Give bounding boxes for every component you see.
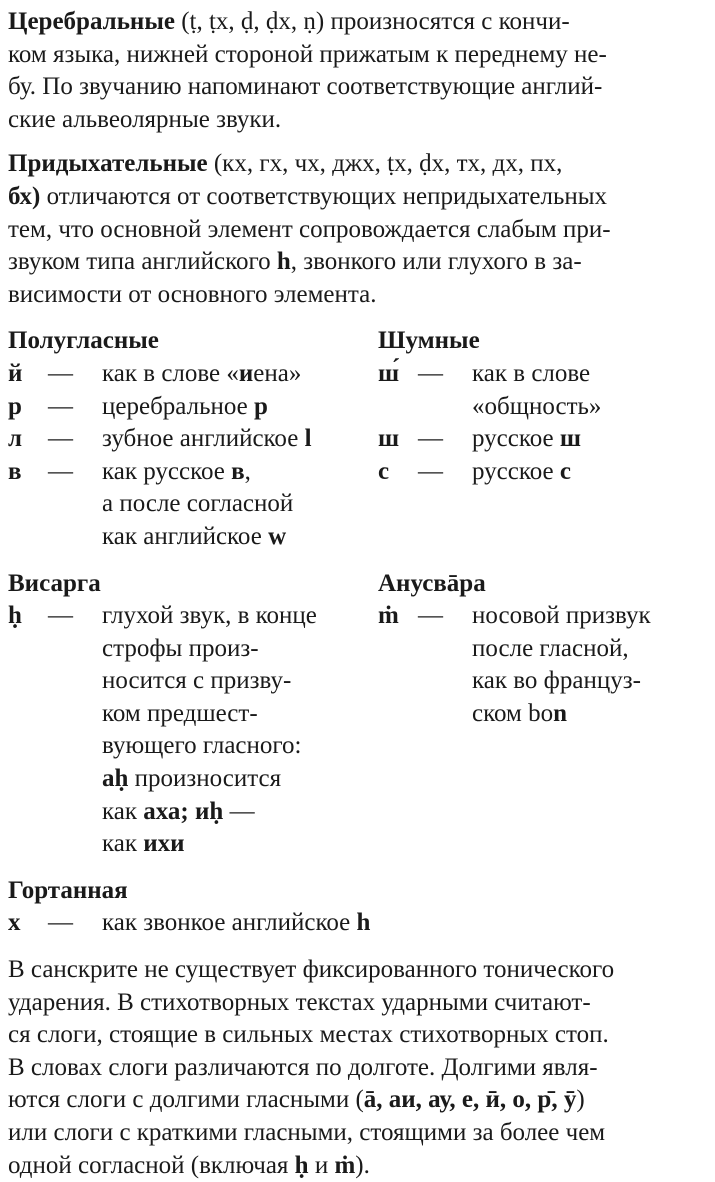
dash: —: [48, 392, 73, 420]
dash: —: [418, 602, 443, 630]
dash: —: [48, 457, 73, 485]
text: В словах слоги различаются по долготе. Долгими явля-: [8, 1053, 598, 1081]
text: или слоги с краткими гласными, стоящими за более чем: [8, 1119, 606, 1146]
text: как английское: [102, 522, 269, 550]
text: иḥ: [195, 797, 224, 825]
semivowels-title: Полугласные: [8, 327, 159, 355]
guttural-block: [8, 875, 707, 940]
continuation: носится с призву-: [102, 667, 292, 695]
symbol: в: [8, 457, 22, 485]
text: h: [356, 909, 371, 937]
continuation: [8, 796, 378, 829]
symbol: х: [8, 909, 21, 937]
noisy-block: [378, 325, 707, 553]
definition: носовой призвук: [472, 602, 651, 630]
guttural-entry: [8, 907, 707, 940]
symbol: р: [8, 392, 22, 420]
paragraph-stress: [8, 954, 707, 1182]
semivowel-entry: [8, 358, 378, 391]
symbol: ш: [378, 425, 400, 453]
text: как русское: [102, 457, 232, 485]
symbol: ṁ: [378, 602, 399, 630]
text: в: [231, 457, 245, 485]
semivowel-entry: [8, 456, 378, 489]
dash: —: [48, 602, 73, 630]
text: церебральное: [102, 392, 255, 420]
symbol: л: [8, 425, 23, 453]
text: с: [559, 457, 571, 485]
definition: [102, 907, 707, 940]
text: ударения. В стихотворных текстах ударными считают-: [8, 988, 591, 1016]
text: аḥ: [102, 765, 129, 793]
dash: —: [48, 425, 73, 453]
text: w: [268, 522, 287, 550]
term-aspirated: Придыхательные: [8, 150, 208, 178]
continuation: «общность»: [472, 392, 602, 420]
semivowel-entry: [8, 423, 378, 456]
text: русское: [472, 457, 560, 485]
text: и: [308, 1151, 335, 1179]
dash: —: [48, 909, 73, 937]
continuation: [8, 521, 378, 554]
text: ются слоги с долгими гласными (: [8, 1086, 364, 1114]
text: русское: [472, 425, 560, 453]
text: ена»: [253, 359, 302, 387]
text: как: [102, 830, 144, 858]
text: n: [553, 699, 567, 727]
text: звуком типа английского: [8, 248, 277, 276]
dash: —: [48, 359, 73, 387]
dash: —: [418, 359, 443, 387]
text: зубное английское: [102, 425, 305, 453]
continuation: вующего гласного:: [102, 732, 302, 760]
text: ком языка, нижней стороной прижатым к переднему не-: [8, 40, 607, 68]
noisy-entry: [378, 423, 707, 456]
continuation: строфы произ-: [102, 634, 259, 662]
dash: —: [418, 425, 443, 453]
continuation: ком предшест-: [102, 699, 258, 727]
symbol: с: [378, 457, 390, 485]
noisy-entry: [378, 358, 707, 391]
anusvara-entry: [378, 600, 707, 633]
section-visarga-anusvara: [8, 568, 707, 861]
text: бх): [8, 182, 41, 210]
guttural-title: Гортанная: [8, 876, 128, 904]
text: ,: [244, 457, 251, 485]
visarga-block: [8, 568, 378, 861]
definition: [472, 456, 707, 489]
text: В санскрите не существует фиксированного тонического: [8, 956, 615, 984]
text: —: [223, 797, 255, 825]
text: как звонкое английское: [102, 909, 357, 937]
noisy-title: Шумные: [378, 327, 480, 355]
text: ): [576, 1086, 585, 1114]
semivowel-entry: [8, 391, 378, 424]
text: , звонкого или глухого в за-: [290, 248, 582, 276]
section-semivowels-noisy: [8, 325, 707, 553]
symbol: ш́: [378, 359, 400, 387]
anusvara-title: Анусвāра: [378, 569, 486, 597]
visarga-title: Висарга: [8, 569, 101, 597]
text: как в слове «: [102, 359, 239, 387]
text: l: [304, 425, 312, 453]
term-cerebral: Церебральные: [8, 8, 175, 35]
text: ṁ: [334, 1151, 356, 1179]
text: отличаются от соответствующих непридыхательных: [40, 182, 608, 210]
definition: [472, 423, 707, 456]
definition: [102, 358, 378, 391]
text: и: [238, 359, 254, 387]
symbol: ḥ: [8, 602, 22, 630]
continuation: после гласной,: [472, 634, 629, 662]
continuation: а после согласной: [102, 490, 294, 518]
paragraph-cerebral: [8, 6, 707, 136]
text: ḥ: [294, 1151, 309, 1179]
definition: [102, 456, 378, 489]
text: (кх, гх, чх, джх, ṭх, ḍх, тх, дх, пх,: [207, 150, 563, 178]
text: тем, что основной элемент сопровождается слабым при-: [8, 215, 611, 243]
noisy-entry: [378, 456, 707, 489]
text: как: [102, 797, 144, 825]
definition: глухой звук, в конце: [102, 602, 317, 630]
text: произносится: [128, 765, 282, 793]
text: р: [254, 392, 268, 420]
text: аха;: [143, 797, 189, 825]
definition: [102, 391, 378, 424]
text: ).: [355, 1151, 370, 1179]
continuation: [8, 828, 378, 861]
dash: —: [418, 457, 443, 485]
text: ском bo: [472, 699, 554, 727]
continuation: [8, 763, 378, 796]
definition: как в слове: [472, 359, 591, 387]
paragraph-aspirated: [8, 148, 707, 311]
definition: [102, 423, 378, 456]
text: ские альвеолярные звуки.: [8, 105, 282, 133]
text: h: [276, 248, 291, 276]
text: ш: [559, 425, 581, 453]
text: ихи: [143, 830, 185, 858]
text: бу. По звучанию напоминают соответствующие англий-: [8, 73, 603, 101]
text: ся слоги, стоящие в сильных местах стихотворных стоп.: [8, 1021, 609, 1049]
continuation: [378, 698, 707, 731]
visarga-entry: [8, 600, 378, 633]
text: ā, аи, ау, е, ӣ, о, р̄, ӯ: [363, 1086, 577, 1114]
semivowels-block: [8, 325, 378, 553]
symbol: й: [8, 359, 23, 387]
text: висимости от основного элемента.: [8, 280, 377, 308]
anusvara-block: [378, 568, 707, 861]
text: (ṭ, ṭх, ḍ, ḍх, ṇ) произносятся с кончи-: [174, 8, 570, 35]
text: одной согласной (включая: [8, 1151, 295, 1179]
continuation: как во француз-: [472, 667, 641, 695]
